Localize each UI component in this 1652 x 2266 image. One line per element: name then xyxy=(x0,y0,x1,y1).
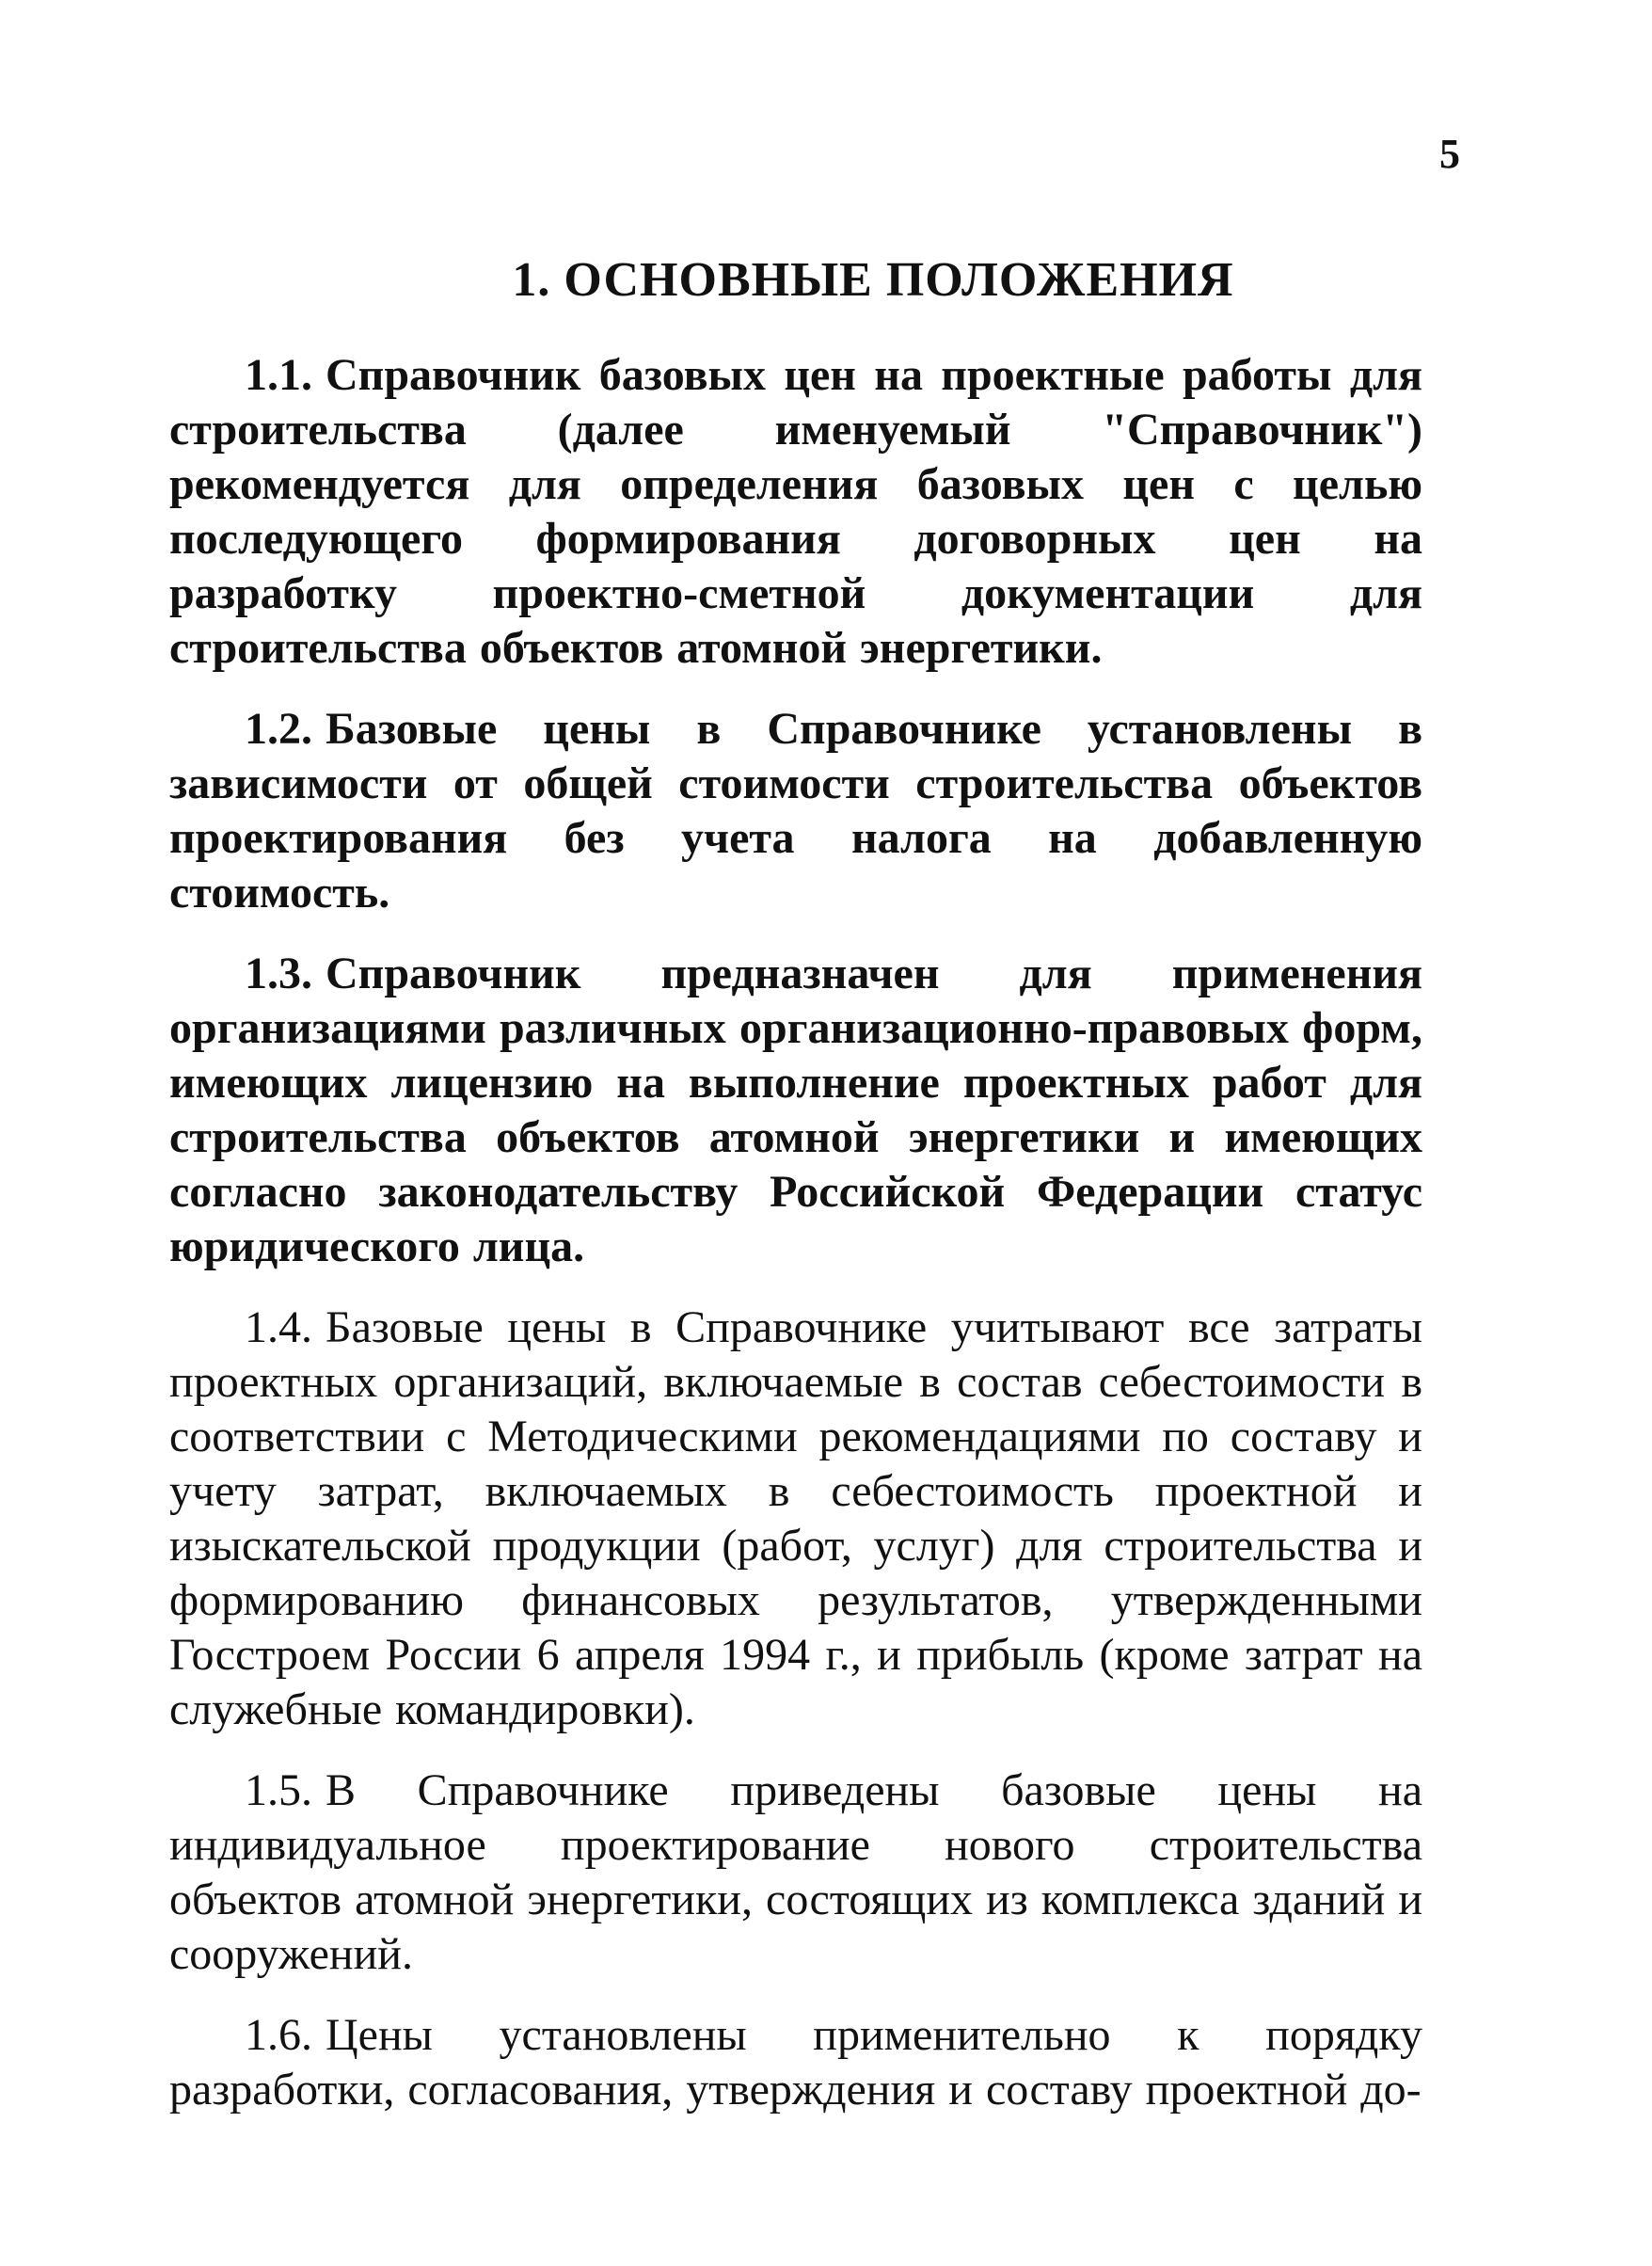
page-number: 5 xyxy=(1439,131,1460,177)
document-body xyxy=(169,348,1422,2144)
paragraph-1-3 xyxy=(169,947,1422,1274)
paragraph-1-2 xyxy=(169,702,1422,920)
paragraph-number: 1.2. xyxy=(245,704,312,754)
paragraph-1-4 xyxy=(169,1301,1422,1737)
paragraph-text: Базовые цены в Справочнике установлены в зависимости от общей стоимости строительства объектов проектирования без учета налога на добавленную стоимость. xyxy=(169,704,1422,918)
paragraph-number: 1.6. xyxy=(245,2010,312,2060)
paragraph-text: Справочник предназначен для применения организациями различных организационно-правовых форм, имеющих лицензию на выполнение проектных работ для строительства объектов атомной энергетики и имеющих согласно законодательству Российской Федерации статус юридического лица. xyxy=(169,949,1422,1271)
paragraph-text: Цены установлены применительно к порядку разработки, согласования, утверждения и составу проектной до- xyxy=(169,2010,1422,2114)
paragraph-1-1 xyxy=(169,348,1422,676)
paragraph-1-6 xyxy=(169,2008,1422,2117)
section-heading: 1. ОСНОВНЫЕ ПОЛОЖЕНИЯ xyxy=(512,253,1234,307)
paragraph-text: Справочник базовых цен на проектные работы для строительства (далее именуемый "Справочник") рекомендуется для определения базовых цен с целью последующего формирования договорных цен на разработку проектно-сметной документации для строительства объектов атомной энергетики. xyxy=(169,350,1422,673)
paragraph-1-5 xyxy=(169,1763,1422,1982)
paragraph-text: В Справочнике приведены базовые цены на индивидуальное проектирование нового строительства объектов атомной энергетики, состоящих из комплекса зданий и сооружений. xyxy=(169,1765,1422,1979)
paragraph-text: Базовые цены в Справочнике учитывают все затраты проектных организаций, включаемые в состав себестоимости в соответствии с Методическими рекомендациями по составу и учету затрат, включаемых в себестоимость проектной и изыскательской продукции (работ, услуг) для строительства и формированию финансовых результатов, утвержденными Госстроем России 6 апреля 1994 г., и прибыль (кроме затрат на служебные командировки). xyxy=(169,1302,1422,1734)
paragraph-number: 1.4. xyxy=(245,1302,312,1352)
paragraph-number: 1.1. xyxy=(245,350,312,400)
paragraph-number: 1.3. xyxy=(245,949,312,998)
paragraph-number: 1.5. xyxy=(245,1765,312,1815)
